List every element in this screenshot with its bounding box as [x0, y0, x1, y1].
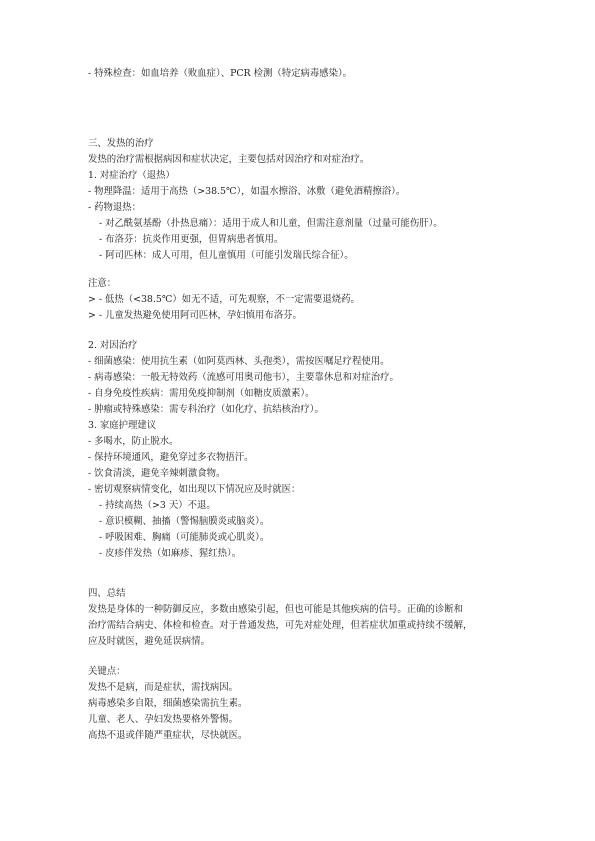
subheading: 2. 对因治疗 — [88, 340, 138, 351]
keypoint: 高热不退或伴随严重症状，尽快就医。 — [88, 730, 248, 741]
subheading: 3. 家庭护理建议 — [88, 420, 157, 431]
list-item: - 自身免疫性疾病：需用免疫抑制剂（如糖皮质激素）。 — [88, 388, 315, 399]
keypoint: 病毒感染多自限，细菌感染需抗生素。 — [88, 698, 248, 709]
list-item: - 饮食清淡，避免辛辣刺激食物。 — [88, 468, 226, 479]
subheading: 1. 对症治疗（退热） — [88, 170, 175, 181]
keypoint: 儿童、老人、孕妇发热要格外警惕。 — [88, 714, 239, 725]
list-item: - 药物退热： — [88, 202, 142, 213]
list-item: - 肿瘤或特殊感染：需专科治疗（如化疗、抗结核治疗）。 — [88, 404, 324, 415]
list-item: - 物理降温：适用于高热（>38.5℃），如温水擦浴、冰敷（避免酒精擦浴）。 — [88, 186, 406, 197]
list-item: - 病毒感染：一般无特效药（流感可用奥司他韦），主要靠休息和对症治疗。 — [88, 372, 399, 383]
list-item: - 密切观察病情变化，如出现以下情况应及时就医： — [88, 484, 301, 495]
keypoint: 发热不是病，而是症状，需找病因。 — [88, 682, 239, 693]
text-line: - 特殊检查：如血培养（败血症）、PCR 检测（特定病毒感染）。 — [88, 68, 353, 79]
paragraph-line: 治疗需结合病史、体检和检查。对于普通发热，可先对症处理，但若症状加重或持续不缓解， — [88, 620, 473, 631]
list-item: - 多喝水，防止脱水。 — [88, 436, 179, 447]
section-heading: 三、发热的治疗 — [88, 138, 154, 149]
list-item: - 保持环境通风，避免穿过多衣物捂汗。 — [88, 452, 254, 463]
list-item: - 对乙酰氨基酚（扑热息痛）：适用于成人和儿童，但需注意剂量（过量可能伤肝）。 — [99, 218, 443, 229]
note-heading: 注意： — [88, 278, 117, 289]
list-item: - 呼吸困难、胸痛（可能肺炎或心肌炎）。 — [99, 532, 270, 543]
section-heading: 四、总结 — [88, 588, 126, 599]
note-item: > - 低热（<38.5℃）如无不适，可先观察，不一定需要退烧药。 — [88, 294, 360, 305]
list-item: - 阿司匹林：成人可用，但儿童慎用（可能引发瑞氏综合征）。 — [99, 250, 354, 261]
paragraph-line: 发热是身体的一种防御反应，多数由感染引起，但也可能是其他疾病的信号。正确的诊断和 — [88, 604, 464, 615]
list-item: - 持续高热（>3 天）不退。 — [99, 500, 216, 511]
paragraph-line: 应及时就医，避免延误病情。 — [88, 636, 210, 647]
list-item: - 意识模糊、抽搐（警惕脑膜炎或脑炎）。 — [99, 516, 270, 527]
list-item: - 皮疹伴发热（如麻疹、猩红热）。 — [99, 548, 242, 559]
note-item: > - 儿童发热避免使用阿司匹林，孕妇慎用布洛芬。 — [88, 310, 302, 321]
list-item: - 细菌感染：使用抗生素（如阿莫西林、头孢类），需按医嘱足疗程使用。 — [88, 356, 390, 367]
text-line: 发热的治疗需根据病因和症状决定，主要包括对因治疗和对症治疗。 — [88, 154, 370, 165]
list-item: - 布洛芬：抗炎作用更强，但胃病患者慎用。 — [99, 234, 284, 245]
keypoints-heading: 关键点： — [88, 666, 126, 677]
